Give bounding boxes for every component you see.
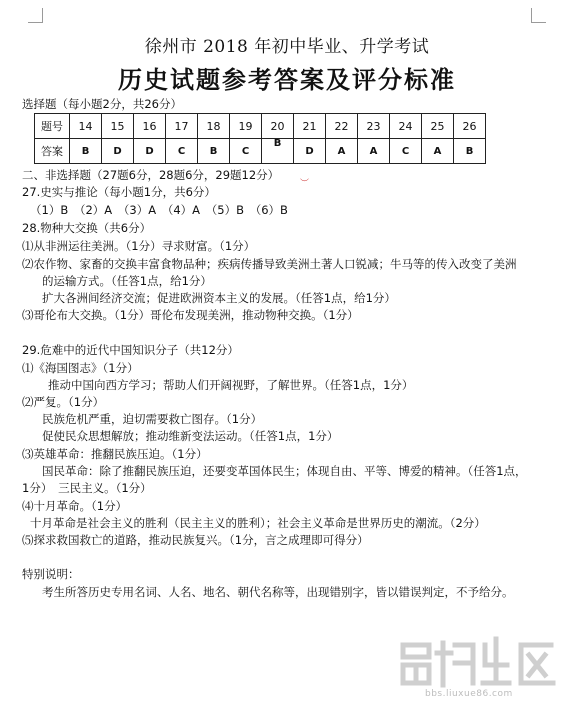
question-number: 25 [422, 114, 454, 139]
answer-cell: A [422, 139, 454, 164]
question-number: 14 [70, 114, 102, 139]
q29-line-6: ⑶英雄革命：推翻民族压迫。（1分） [22, 447, 208, 461]
answer-table [34, 113, 486, 164]
question-number: 24 [390, 114, 422, 139]
question-number: 15 [102, 114, 134, 139]
question-number: 23 [358, 114, 390, 139]
answer-cell: C [166, 139, 198, 164]
answer-cell: A [358, 139, 390, 164]
answer-row [35, 139, 486, 164]
answer-cell-raised: B [273, 137, 282, 149]
answer-cell: B [70, 139, 102, 164]
answer-cell: D [294, 139, 326, 164]
answer-cell: C [390, 139, 422, 164]
answer-cell: B [454, 139, 486, 164]
section1-heading: 选择题（每小题2分，共26分） [22, 97, 182, 111]
answer-cell: A [326, 139, 358, 164]
document-title: 历史试题参考答案及评分标准 [118, 65, 456, 94]
q28-line-1: ⑴从非洲运往美洲。（1分）寻求财富。（1分） [22, 239, 256, 253]
question-number: 16 [134, 114, 166, 139]
section2-heading: 二、非选择题（27题6分，28题6分，29题12分） [22, 168, 280, 182]
watermark-url: bbs.liuxue86.com [425, 689, 513, 699]
question-number: 26 [454, 114, 486, 139]
answer-cell: B [198, 139, 230, 164]
row-label-number: 题号 [35, 114, 70, 139]
row-label-answer: 答案 [35, 139, 70, 164]
q29-line-9: ⑷十月革命。（1分） [22, 499, 128, 513]
page-corner-mark-top-right [531, 8, 546, 23]
answer-cell: D [134, 139, 166, 164]
q27-title: 27.史实与推论（每小题1分，共6分） [22, 185, 216, 199]
question-number: 22 [326, 114, 358, 139]
q29-line-2: 推动中国向西方学习；帮助人们开阔视野，了解世界。（任答1点，1分） [48, 378, 414, 392]
q29-line-8: 1分） 三民主义。（1分） [22, 481, 152, 495]
exam-subtitle: 徐州市 2018 年初中毕业、升学考试 [144, 37, 430, 57]
q29-line-7: 国民革命：除了推翻民族压迫，还要变革国体民生；体现自由、平等、博爱的精神。（任答1点， [42, 464, 527, 478]
q27-answers: （1）B （2）A （3）A （4）A （5）B （6）B [30, 203, 288, 217]
question-number: 20 [262, 114, 294, 139]
spellcheck-squiggle: ︶ [300, 179, 310, 189]
q29-line-10: 十月革命是社会主义的胜利（民主主义的胜利）；社会主义革命是世界历史的潮流。（2分） [30, 516, 486, 530]
question-number: 18 [198, 114, 230, 139]
answer-cell [262, 139, 294, 164]
answer-cell: D [102, 139, 134, 164]
page-corner-mark-top-left [28, 8, 43, 23]
q28-line-5: ⑶哥伦布大交换。（1分）哥伦布发现美洲，推动物种交换。（1分） [22, 308, 359, 322]
q29-title: 29.危难中的近代中国知识分子（共12分） [22, 343, 239, 357]
q29-line-3: ⑵严复。（1分） [22, 395, 105, 409]
q28-line-4: 扩大各洲间经济交流；促进欧洲资本主义的发展。（任答1点，给1分） [42, 291, 396, 305]
answer-cell: C [230, 139, 262, 164]
question-number: 21 [294, 114, 326, 139]
question-number: 17 [166, 114, 198, 139]
q28-line-3: 的运输方式。（任答1点，给1分） [42, 274, 212, 288]
number-row [35, 114, 486, 139]
q29-line-11: ⑸探求救国救亡的道路，推动民族复兴。（1分，言之成理即可得分） [22, 533, 369, 547]
question-number: 19 [230, 114, 262, 139]
notes-heading: 特别说明： [22, 567, 80, 581]
notes-body: 考生所答历史专用名词、人名、地名、朝代名称等，出现错别字，皆以错误判定，不予给分。 [42, 585, 514, 599]
watermark-logo [395, 635, 560, 690]
q29-line-4: 民族危机严重，迫切需要救亡图存。（1分） [42, 412, 263, 426]
q28-title: 28.物种大交换（共6分） [22, 221, 152, 235]
q29-line-1: ⑴《海国图志》（1分） [22, 361, 139, 375]
q29-line-5: 促使民众思想解放；推动维新变法运动。（任答1点，1分） [42, 429, 339, 443]
q28-line-2: ⑵农作物、家畜的交换丰富食物品种；疾病传播导致美洲土著人口锐减；牛马等的传入改变了美洲 [22, 257, 517, 271]
